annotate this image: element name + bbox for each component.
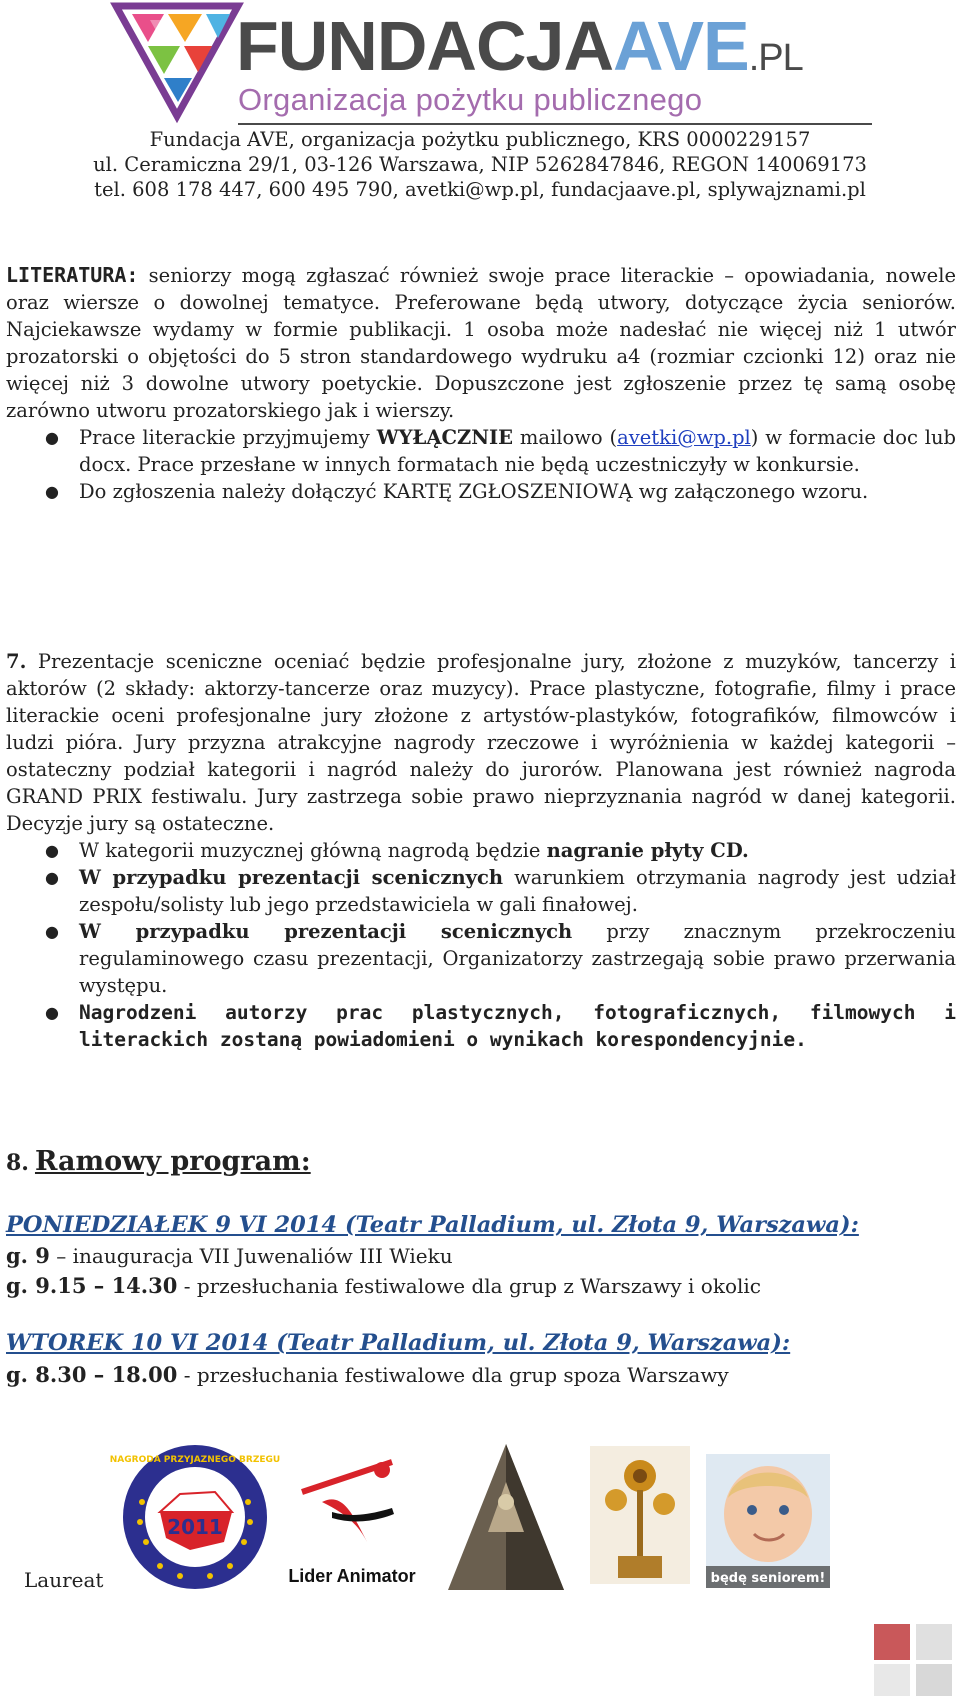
- page-corner-block: [916, 1664, 952, 1696]
- laureat-label: Laureat: [24, 1568, 104, 1592]
- svg-text:2011: 2011: [167, 1515, 223, 1539]
- list-item: ● Do zgłoszenia należy dołączyć KARTĘ ZGŁOSZENIOWĄ wg załączonego wzoru.: [45, 480, 869, 503]
- nagroda-przyjaznego-brzegu-badge-icon: [109, 1442, 281, 1592]
- literatura-lead: LITERATURA:: [6, 263, 139, 287]
- header-org-line: Fundacja AVE, organizacja pożytku publicznego, KRS 0000229157: [149, 128, 811, 151]
- section-7-bullet-list: [6, 837, 956, 1053]
- svg-text:NAGRODA PRZYJAZNEGO BRZEGU: NAGRODA PRZYJAZNEGO BRZEGU: [109, 1455, 281, 1465]
- schedule-day-tuesday: WTOREK 10 VI 2014 (Teatr Palladium, ul. Złota 9, Warszawa):: [6, 1330, 791, 1356]
- schedule-row: g. 9 – inauguracja VII Juwenaliów III Wieku: [6, 1243, 453, 1268]
- header-contact-line: tel. 608 178 447, 600 495 790, avetki@wp.pl, fundacjaave.pl, splywajznami.pl: [94, 178, 866, 201]
- email-link[interactable]: avetki@wp.pl: [617, 426, 751, 449]
- brand-name: FUNDACJA: [236, 7, 613, 85]
- literatura-section: [6, 262, 956, 505]
- schedule-row: g. 9.15 – 14.30 - przesłuchania festiwalowe dla grup z Warszawy i okolic: [6, 1273, 762, 1298]
- section-7: [6, 648, 956, 1053]
- page-corner-block: [874, 1664, 910, 1696]
- list-item: ● W przypadku prezentacji scenicznych warunkiem otrzymania nagrody jest udział zespołu/solisty lub jego przedstawiciela w gali finałowej.: [45, 866, 956, 916]
- section-7-number: 7.: [6, 650, 27, 673]
- header-divider: [238, 123, 872, 125]
- bullet-icon: ●: [45, 482, 59, 501]
- schedule-row: g. 8.30 – 18.00 - przesłuchania festiwalowe dla grup spoza Warszawy: [6, 1362, 729, 1387]
- bede-seniorem-photo-icon: [706, 1454, 830, 1588]
- brand-name-ave: AVE: [613, 7, 749, 85]
- literatura-paragraph: [6, 262, 956, 424]
- literatura-bullet-list: [6, 424, 956, 505]
- list-item: ● W przypadku prezentacji scenicznych przy znacznym przekroczeniu regulaminowego czasu prezentacji, Organizatorzy zastrzegają sobie prawo przerwania występu.: [45, 920, 956, 997]
- bullet-icon: ●: [45, 1003, 59, 1022]
- section-7-paragraph: [6, 648, 956, 837]
- section-8-number: 8.: [6, 1150, 29, 1176]
- section-8-title: Ramowy program:: [34, 1146, 311, 1177]
- list-item: ● Nagrodzeni autorzy prac plastycznych, fotograficznych, filmowych i literackich zostaną powiadomieni o wynikach korespondencyjnie.: [45, 1001, 956, 1051]
- bullet-icon: ●: [45, 922, 59, 941]
- schedule-day-monday: PONIEDZIAŁEK 9 VI 2014 (Teatr Palladium, ul. Złota 9, Warszawa):: [6, 1212, 859, 1238]
- fundacja-ave-logo-icon: [112, 2, 242, 120]
- section-8-heading: [6, 1146, 311, 1177]
- literatura-text: seniorzy mogą zgłaszać również swoje prace literackie – opowiadania, nowele oraz wiersze o dowolnej tematyce. Preferowane będą utwory, dotyczące życia seniorów. Najciekawsze wydamy w formie publikacji. 1 osoba może nadesłać nie więcej niż 1 utwór prozatorski o objętości do 5 stron standardowego wydruku a4 (rozmiar czcionki 12) oraz nie więcej niż 3 dowolne utwory poetyckie. Dopuszczone jest zgłoszenie przez tę samą osobę zarówno utworu prozatorskiego jak i wierszy.: [6, 264, 956, 422]
- svg-text:Lider Animator: Lider Animator: [288, 1566, 416, 1586]
- pyramid-award-icon: [444, 1442, 568, 1592]
- brand-wordmark: [236, 7, 856, 117]
- list-item: ● Prace literackie przyjmujemy WYŁĄCZNIE mailowo (avetki@wp.pl) w formacie doc lub docx. Prace przesłane w innych formatach nie będą uczestniczyły w konkursie.: [45, 426, 957, 476]
- bullet-icon: ●: [45, 868, 59, 887]
- header-address-line: ul. Ceramiczna 29/1, 03-126 Warszawa, NIP 5262847846, REGON 140069173: [93, 153, 867, 176]
- sunflower-trophy-icon: [590, 1446, 690, 1584]
- bullet-icon: ●: [45, 841, 59, 860]
- page-corner-block: [874, 1624, 910, 1660]
- svg-text:będę seniorem!: będę seniorem!: [710, 1571, 826, 1586]
- section-7-text: Prezentacje sceniczne oceniać będzie profesjonalne jury, złożone z muzyków, tancerzy i aktorów (2 składy: aktorzy-tancerze oraz muzycy). Prace plastyczne, fotografie, filmy i prace literackie oceni profesjonalne jury złożone z artystów-plastyków, fotografików, filmowców i ludzi pióra. Jury przyzna atrakcyjne nagrody rzeczowe i wyróżnienia w każdej kategorii – ostateczny podział kategorii i nagród należy do jurorów. Planowana jest również nagroda GRAND PRIX festiwalu. Jury zastrzega sobie prawo nieprzyznania nagród w danej kategorii. Decyzje jury są ostateczne.: [6, 650, 956, 835]
- bullet-icon: ●: [45, 428, 59, 447]
- page-corner-block: [916, 1624, 952, 1660]
- brand-suffix: .PL: [748, 37, 803, 79]
- list-item: ● W kategorii muzycznej główną nagrodą będzie nagranie płyty CD.: [45, 839, 749, 862]
- lider-animator-logo-icon: [282, 1452, 432, 1592]
- brand-tagline: Organizacja pożytku publicznego: [238, 82, 703, 117]
